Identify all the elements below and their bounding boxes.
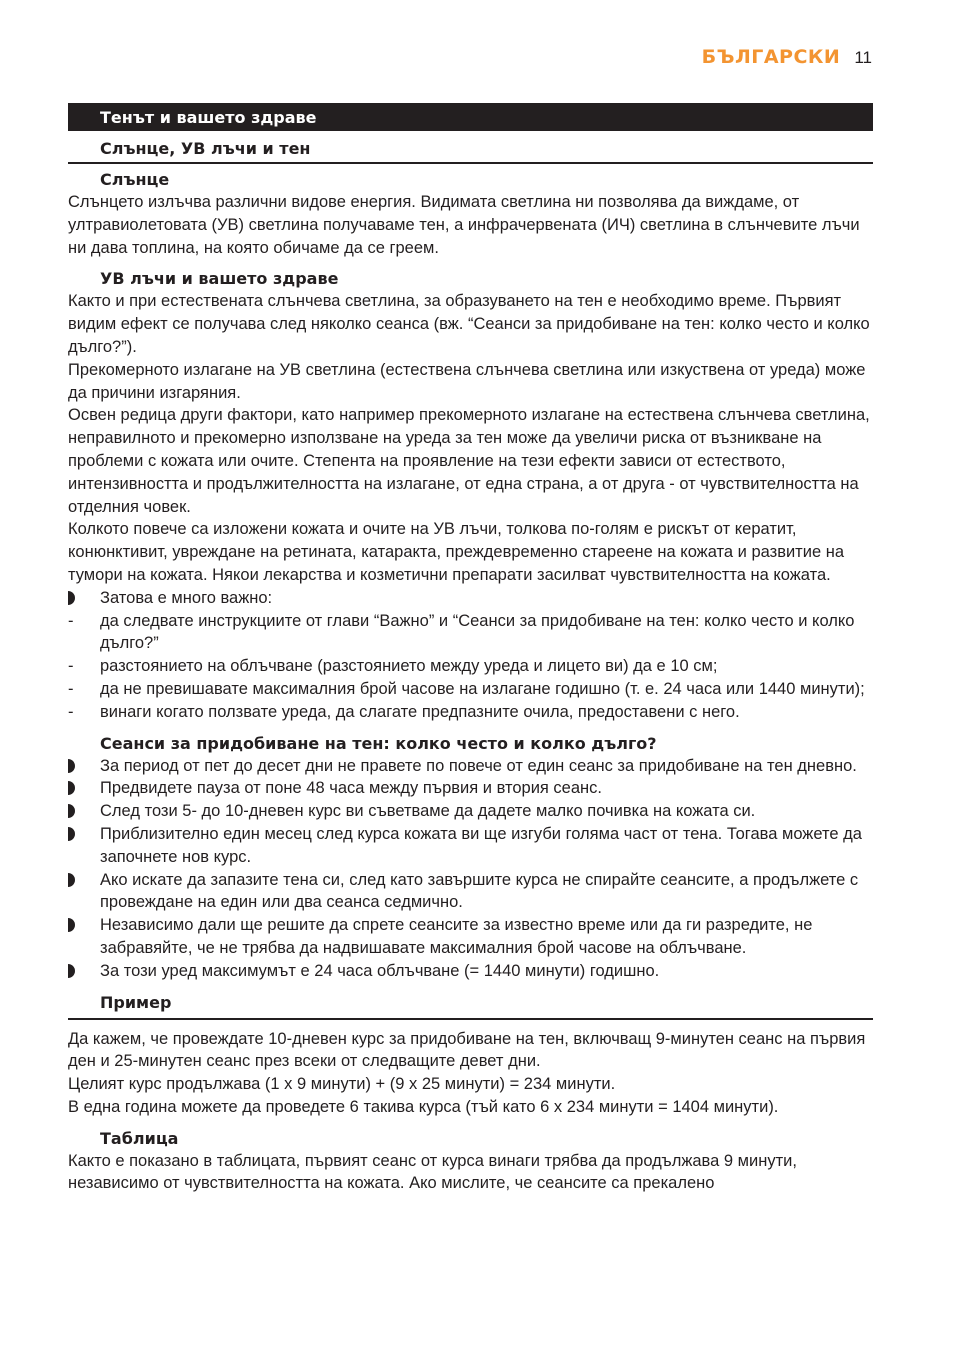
dash-item-text: да следвате инструкциите от глави “Важно” и “Сеанси за придобиване на тен: колко често и колко дълго?”	[100, 611, 855, 653]
dash-item	[68, 678, 873, 701]
bullet-icon	[68, 823, 88, 848]
list-item-text: Независимо дали ще решите да спрете сеансите за известно време или да ги разредите, не забравяйте, че не трябва да надвишавате максималния брой часове на облъчване.	[100, 916, 813, 957]
page-number: 11	[854, 48, 872, 67]
dash-item-text: разстоянието на облъчване (разстоянието между уреда и лицето ви) да е 10 см;	[100, 657, 718, 676]
list-item-text: За този уред максимумът е 24 часа облъчване (= 1440 минути) годишно.	[100, 961, 660, 980]
list-item-text: След този 5- до 10-дневен курс ви съветваме да дадете малко почивка на кожата си.	[100, 802, 756, 821]
important-label: Затова е много важно:	[100, 588, 273, 607]
dash-item	[68, 610, 873, 656]
dash-item-text: да не превишавате максималния брой часове на излагане годишно (т. е. 24 часа или 1440 минути);	[100, 679, 865, 698]
sessions-list	[68, 755, 873, 983]
list-item-text: Приблизително един месец след курса кожата ви ще изгуби голяма част от тена. Тогава можете да започнете нов курс.	[100, 824, 862, 866]
bullet-icon	[68, 587, 88, 612]
table-paragraph: Както е показано в таблицата, първият сеанс от курса винаги трябва да продължава 9 минути, независимо от чувствителността на кожата. Ако мислите, че сеансите са прекалено	[68, 1151, 797, 1193]
list-item-text: Ако искате да запазите тена си, след като завършите курса не спирайте сеансите, а продължете с провеждане на един или два сеанса седмично.	[100, 870, 859, 912]
dash-icon: -	[68, 702, 74, 721]
section-title: Слънце, УВ лъчи и тен	[68, 131, 873, 164]
bullet-icon	[68, 960, 88, 985]
sun-paragraph: Слънцето излъчва различни видове енергия. Видимата светлина ни позволява да виждаме, от ултравиолетовата (УВ) светлина получаваме тен, а инфрачервената (ИЧ) светлина в слънчевите лъчи ни дава топлина, на която обичаме да се греем.	[68, 193, 860, 257]
bullet-icon	[68, 869, 88, 894]
page-content	[68, 103, 873, 1195]
uv-paragraph: Както и при естествената слънчева светлина, за образуването на тен е необходимо време. Първият видим ефект се получава след няколко сеанса (вж. “Сеанси за придобиване на тен: колко често и колко дълго?”).	[68, 292, 870, 356]
dash-item-text: винаги когато ползвате уреда, да слагате предпазните очила, предоставени с него.	[100, 702, 740, 721]
dash-icon: -	[68, 657, 74, 676]
bullet-icon	[68, 800, 88, 825]
example-heading: Пример	[68, 991, 873, 1020]
list-item-text: За период от пет до десет дни не правете по повече от един сеанс за придобиване на тен дневно.	[100, 756, 857, 775]
list-item	[68, 800, 873, 823]
language-label: БЪЛГАРСКИ	[701, 46, 841, 68]
list-item	[68, 777, 873, 800]
example-line: Да кажем, че провеждате 10-дневен курс за придобиване на тен, включващ 9-минутен сеанс на първия ден и 25-минутен сеанс през всеки от следващите девет дни.	[68, 1029, 866, 1071]
important-item	[68, 587, 873, 610]
bullet-icon	[68, 755, 88, 780]
uv-paragraph: Освен редица други фактори, като например прекомерното излагане на естествена слънчева светлина, неправилното и прекомерно използване на уреда за тен може да увеличи риска от възникване на проблеми с кожата или очите. Степента на проявление на тези ефекти зависи от естеството, интензивността и продължителността на излагане, от една страна, а от друга - от чувствителността на отделния човек.	[68, 406, 870, 516]
page-header	[702, 46, 872, 68]
dash-icon: -	[68, 679, 74, 698]
list-item-text: Предвидете пауза от поне 48 часа между първия и втория сеанс.	[100, 779, 602, 798]
chapter-title: Тенът и вашето здраве	[68, 103, 873, 131]
uv-paragraph: Колкото повече са изложени кожата и очите на УВ лъчи, толкова по-голям е рискът от кератит, конюнктивит, увреждане на ретината, катаракта, преждевременно стареене на кожата и развитие на тумори на кожата. Някои лекарства и козметични препарати засилват чувствителността на кожата.	[68, 520, 845, 584]
example-line: В една година можете да проведете 6 такива курса (тъй като 6 x 234 минути = 1404 минути).	[68, 1097, 779, 1116]
list-item	[68, 823, 873, 869]
dash-icon: -	[68, 611, 74, 630]
sessions-heading: Сеанси за придобиване на тен: колко често и колко дълго?	[100, 733, 657, 753]
sun-heading: Слънце	[100, 170, 170, 189]
list-item	[68, 869, 873, 915]
list-item	[68, 755, 873, 778]
bullet-icon	[68, 914, 88, 939]
table-heading: Таблица	[100, 1128, 179, 1148]
uv-paragraph: Прекомерното излагане на УВ светлина (естествена слънчева светлина или изкуствена от уреда) може да причини изгаряния.	[68, 360, 866, 402]
example-line: Целият курс продължава (1 x 9 минути) + (9 x 25 минути) = 234 минути.	[68, 1075, 616, 1094]
dash-item	[68, 655, 873, 678]
uv-heading: УВ лъчи и вашето здраве	[100, 269, 339, 289]
bullet-icon	[68, 777, 88, 802]
list-item	[68, 960, 873, 983]
dash-item	[68, 701, 873, 724]
list-item	[68, 914, 873, 960]
